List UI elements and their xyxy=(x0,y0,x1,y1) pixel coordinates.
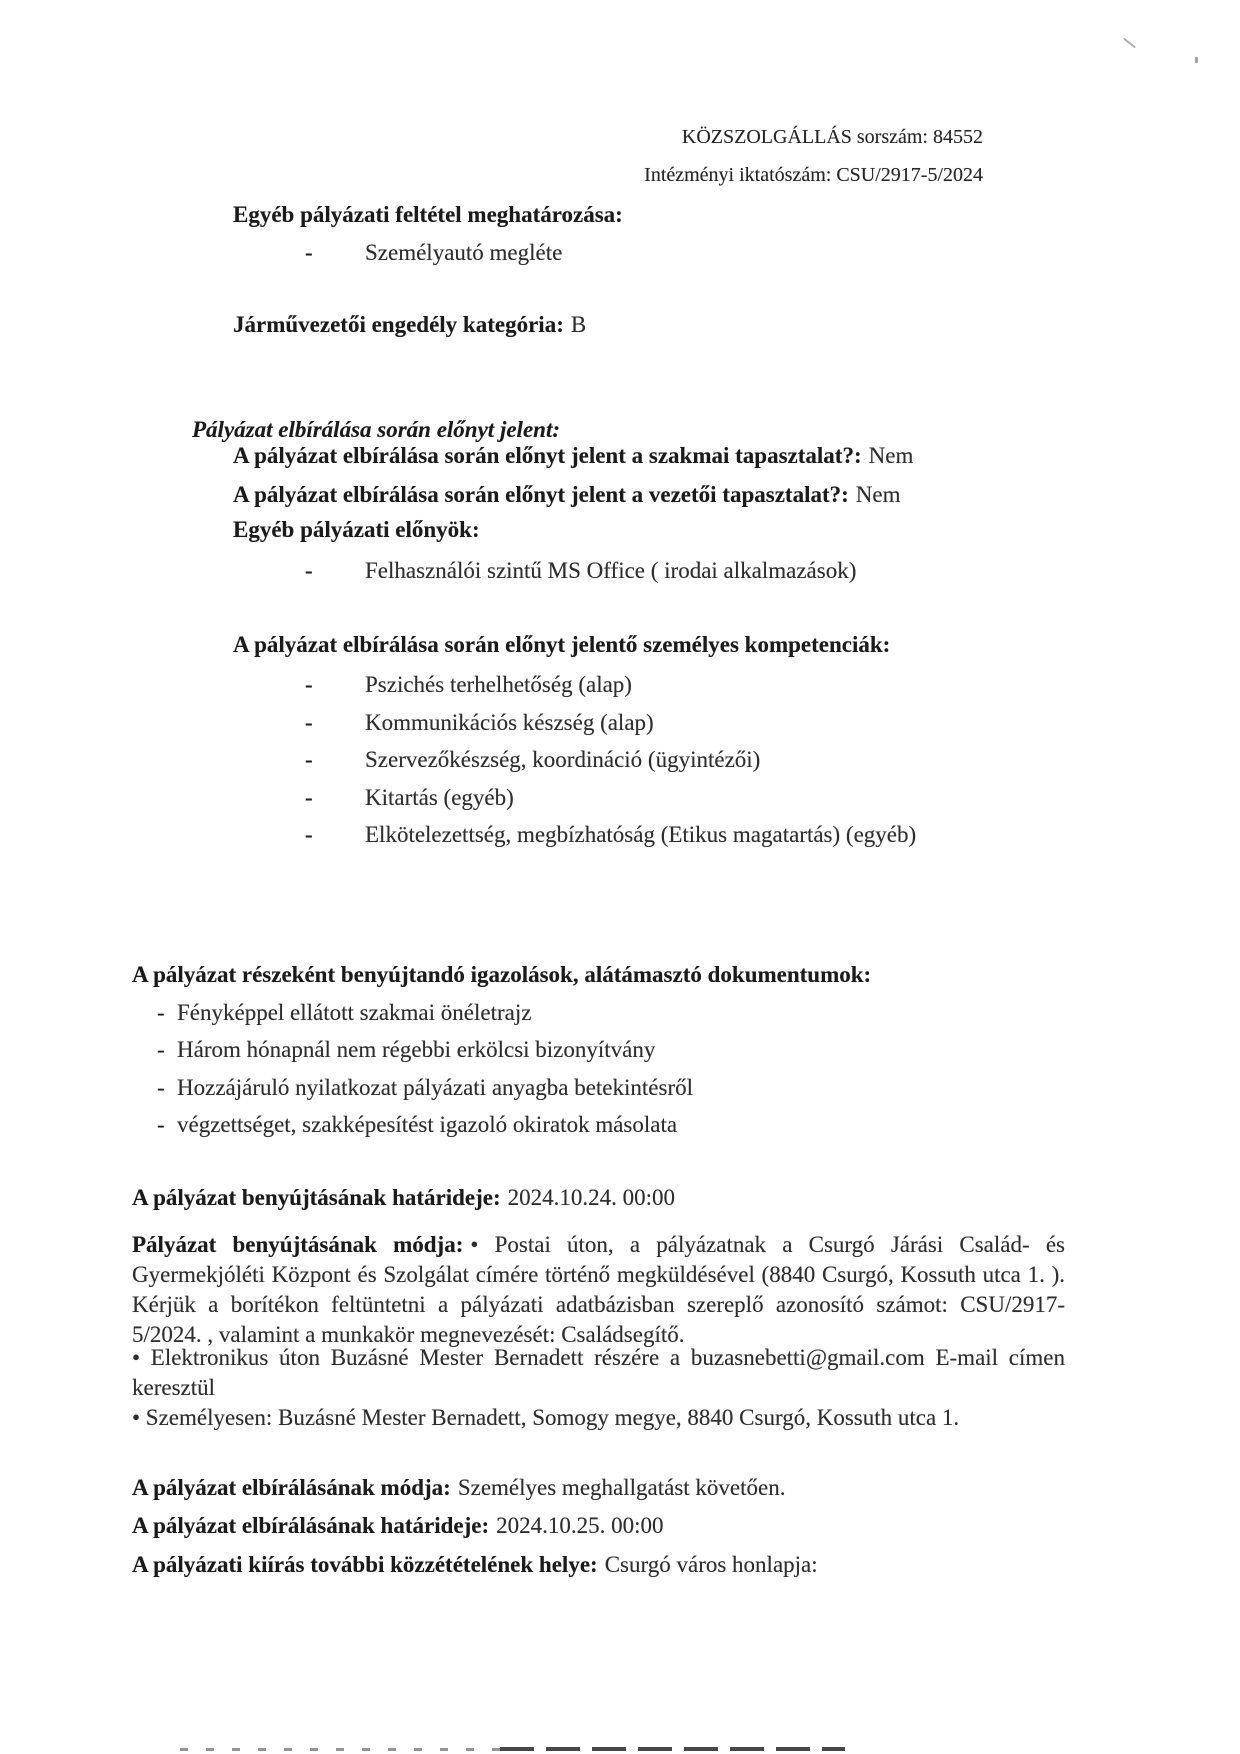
list-item xyxy=(305,558,856,584)
list-item-text: Személyautó megléte xyxy=(365,240,563,265)
list-item xyxy=(305,747,760,773)
serial-number-line: KÖZSZOLGÁLLÁS sorszám: 84552 xyxy=(681,126,983,148)
submission-method-label: Pályázat benyújtásának módja: xyxy=(132,1232,464,1257)
documents-heading: A pályázat részeként benyújtandó igazolások, alátámasztó dokumentumok: xyxy=(132,962,872,987)
scan-bottom-edge-left xyxy=(180,1748,500,1751)
advantage-q1-value: Nem xyxy=(868,443,914,468)
submission-method-paragraph xyxy=(132,1230,1065,1350)
dash-marker: - xyxy=(305,672,313,697)
publication-value: Csurgó város honlapja: xyxy=(604,1552,818,1577)
registry-number-line: Intézményi iktatószám: CSU/2917-5/2024 xyxy=(644,164,983,186)
evaluation-method-label: A pályázat elbírálásának módja: xyxy=(132,1475,451,1500)
advantage-heading: Pályázat elbírálása során előnyt jelent: xyxy=(192,417,560,442)
license-line xyxy=(233,312,586,338)
document-header xyxy=(644,118,983,194)
dash-marker: - xyxy=(157,1000,165,1025)
evaluation-method-value: Személyes meghallgatást követően. xyxy=(457,1475,786,1500)
dash-marker: - xyxy=(305,747,313,772)
license-value: B xyxy=(570,312,587,337)
evaluation-deadline-value: 2024.10.25. 00:00 xyxy=(496,1513,664,1538)
dash-marker: - xyxy=(305,822,313,847)
dash-marker: - xyxy=(305,240,313,265)
scan-bottom-edge-right xyxy=(500,1747,845,1751)
list-item xyxy=(157,1000,531,1026)
submission-deadline-value: 2024.10.24. 00:00 xyxy=(507,1185,676,1210)
list-item xyxy=(305,822,916,848)
list-item-text: Elkötelezettség, megbízhatóság (Etikus magatartás) (egyéb) xyxy=(365,822,917,847)
evaluation-deadline-line xyxy=(132,1513,664,1539)
evaluation-method-line xyxy=(132,1475,785,1501)
other-advantages-heading: Egyéb pályázati előnyök: xyxy=(233,517,480,542)
advantage-q1-label: A pályázat elbírálása során előnyt jelent a szakmai tapasztalat?: xyxy=(233,443,862,468)
scan-scratch-mark xyxy=(1123,38,1136,49)
list-item xyxy=(157,1112,677,1138)
dash-marker: - xyxy=(305,710,313,735)
license-label: Járművezetői engedély kategória: xyxy=(233,312,564,337)
list-item xyxy=(305,672,632,698)
evaluation-deadline-label: A pályázat elbírálásának határideje: xyxy=(132,1513,490,1538)
list-item-text: végzettséget, szakképesítést igazoló okiratok másolata xyxy=(177,1112,678,1137)
publication-label: A pályázati kiírás további közzétételének helye: xyxy=(132,1552,598,1577)
dash-marker: - xyxy=(157,1075,165,1100)
submission-deadline-label: A pályázat benyújtásának határideje: xyxy=(132,1185,501,1210)
dash-marker: - xyxy=(305,785,313,810)
dash-marker: - xyxy=(305,558,313,583)
advantage-q2-value: Nem xyxy=(855,482,901,507)
advantage-q1-line xyxy=(233,443,913,469)
competencies-heading: A pályázat elbírálása során előnyt jelentő személyes kompetenciák: xyxy=(233,632,891,657)
submission-method-personal: • Személyesen: Buzásné Mester Bernadett, Somogy megye, 8840 Csurgó, Kossuth utca 1. xyxy=(132,1405,960,1430)
list-item-text: Pszichés terhelhetőség (alap) xyxy=(365,672,632,697)
advantage-q2-line xyxy=(233,482,901,508)
list-item xyxy=(305,785,514,811)
submission-method-email: • Elektronikus úton Buzásné Mester Bernadett részére a buzasnebetti@gmail.com E-mail címen keresztül xyxy=(132,1345,1065,1400)
submission-method-postal: • Postai úton, a pályázatnak a Csurgó Járási Család- és Gyermekjóléti Központ és Szolgálat címére történő megküldésével (8840 Csurgó, Kossuth utca 1. ). Kérjük a borítékon feltüntetni a pályázati adatbázisban szereplő azonosító számot: CSU/2917-5/2024. , valamint a munkakör megnevezését: Családsegítő. xyxy=(132,1232,1065,1347)
scan-speck xyxy=(1195,57,1198,63)
advantage-q2-label: A pályázat elbírálása során előnyt jelent a vezetői tapasztalat?: xyxy=(233,482,849,507)
list-item-text: Kommunikációs készség (alap) xyxy=(365,710,654,735)
dash-marker: - xyxy=(157,1037,165,1062)
list-item xyxy=(305,240,562,266)
list-item-text: Szervezőkészség, koordináció (ügyintézői) xyxy=(365,747,761,772)
list-item xyxy=(305,710,654,736)
list-item-text: Fényképpel ellátott szakmai önéletrajz xyxy=(177,1000,532,1025)
list-item-text: Felhasználói szintű MS Office ( irodai alkalmazások) xyxy=(365,558,857,583)
list-item xyxy=(157,1075,693,1101)
list-item-text: Hozzájáruló nyilatkozat pályázati anyagba betekintésről xyxy=(177,1075,693,1100)
other-condition-heading: Egyéb pályázati feltétel meghatározása: xyxy=(233,202,623,227)
list-item xyxy=(157,1037,655,1063)
list-item-text: Három hónapnál nem régebbi erkölcsi bizonyítvány xyxy=(177,1037,656,1062)
dash-marker: - xyxy=(157,1112,165,1137)
list-item-text: Kitartás (egyéb) xyxy=(365,785,514,810)
submission-deadline-line xyxy=(132,1185,675,1211)
publication-line xyxy=(132,1552,818,1578)
